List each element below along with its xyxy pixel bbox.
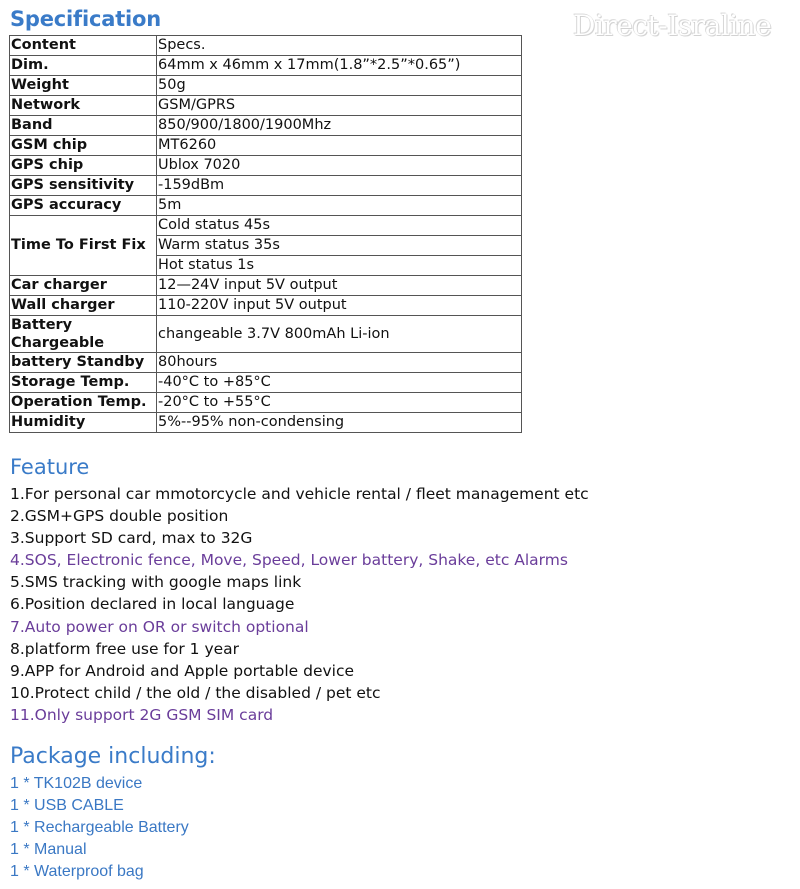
spec-value: -159dBm: [157, 176, 522, 196]
spec-value: -20°C to +55°C: [157, 393, 522, 413]
list-item: 1 * USB CABLE: [10, 797, 124, 814]
table-row: [10, 116, 522, 136]
spec-value: 110-220V input 5V output: [157, 296, 522, 316]
list-item: 3.Support SD card, max to 32G: [10, 529, 253, 548]
table-row: [10, 136, 522, 156]
spec-label: Storage Temp.: [10, 373, 157, 393]
list-item: 4.SOS, Electronic fence, Move, Speed, Lower battery, Shake, etc Alarms: [10, 551, 568, 570]
spec-value: Warm status 35s: [157, 236, 522, 256]
list-item: 8.platform free use for 1 year: [10, 639, 240, 658]
spec-value: Hot status 1s: [157, 256, 522, 276]
list-item: 7.Auto power on OR or switch optional: [10, 617, 309, 636]
table-row: [10, 276, 522, 296]
table-row: [10, 176, 522, 196]
table-row: [10, 156, 522, 176]
table-row: [10, 296, 522, 316]
spec-label: Battery Chargeable: [10, 316, 157, 353]
list-item: 11.Only support 2G GSM SIM card: [10, 705, 274, 724]
spec-value: 64mm x 46mm x 17mm(1.8”*2.5”*0.65”): [157, 56, 522, 76]
table-row: [10, 393, 522, 413]
list-item: 5.SMS tracking with google maps link: [10, 573, 302, 592]
feature-title: Feature: [10, 455, 90, 479]
spec-value: 850/900/1800/1900Mhz: [157, 116, 522, 136]
table-row: [10, 96, 522, 116]
spec-value: Ublox 7020: [157, 156, 522, 176]
table-row: [10, 36, 522, 56]
table-row: [10, 196, 522, 216]
table-row: [10, 413, 522, 433]
spec-value: GSM/GPRS: [157, 96, 522, 116]
spec-label: Car charger: [10, 276, 157, 296]
spec-label: Band: [10, 116, 157, 136]
list-item: 1 * Waterproof bag: [10, 863, 144, 880]
spec-label: Dim.: [10, 56, 157, 76]
spec-label: battery Standby: [10, 353, 157, 373]
package-title: Package including:: [10, 744, 216, 769]
spec-label: GPS chip: [10, 156, 157, 176]
spec-value: 5m: [157, 196, 522, 216]
spec-label: GPS sensitivity: [10, 176, 157, 196]
list-item: 6.Position declared in local language: [10, 595, 295, 614]
spec-value: 80hours: [157, 353, 522, 373]
spec-label: Weight: [10, 76, 157, 96]
spec-label: Operation Temp.: [10, 393, 157, 413]
list-item: 1 * TK102B device: [10, 775, 143, 792]
spec-value: changeable 3.7V 800mAh Li-ion: [157, 316, 522, 353]
watermark: Direct-Israline: [573, 9, 772, 42]
table-row: [10, 216, 522, 236]
spec-value: MT6260: [157, 136, 522, 156]
package-list: [10, 773, 189, 883]
spec-label: Time To First Fix: [10, 216, 157, 276]
spec-label: GPS accuracy: [10, 196, 157, 216]
spec-value: Specs.: [157, 36, 522, 56]
spec-label: Wall charger: [10, 296, 157, 316]
specification-title: Specification: [10, 7, 162, 31]
spec-value: -40°C to +85°C: [157, 373, 522, 393]
spec-label: Humidity: [10, 413, 157, 433]
spec-label: Network: [10, 96, 157, 116]
spec-label: Content: [10, 36, 157, 56]
list-item: 9.APP for Android and Apple portable device: [10, 661, 355, 680]
list-item: 2.GSM+GPS double position: [10, 507, 229, 526]
list-item: 1 * Manual: [10, 841, 87, 858]
list-item: 10.Protect child / the old / the disabled / pet etc: [10, 683, 381, 702]
table-row: [10, 316, 522, 353]
spec-value: 12—24V input 5V output: [157, 276, 522, 296]
spec-value: 5%--95% non-condensing: [157, 413, 522, 433]
list-item: 1.For personal car mmotorcycle and vehicle rental / fleet management etc: [10, 485, 589, 503]
table-row: [10, 353, 522, 373]
table-row: [10, 373, 522, 393]
specification-table: [9, 35, 522, 433]
table-row: [10, 76, 522, 96]
spec-label: GSM chip: [10, 136, 157, 156]
list-item: 1 * Rechargeable Battery: [10, 819, 189, 836]
spec-value: 50g: [157, 76, 522, 96]
feature-list: [10, 483, 589, 726]
table-row: [10, 56, 522, 76]
spec-value: Cold status 45s: [157, 216, 522, 236]
